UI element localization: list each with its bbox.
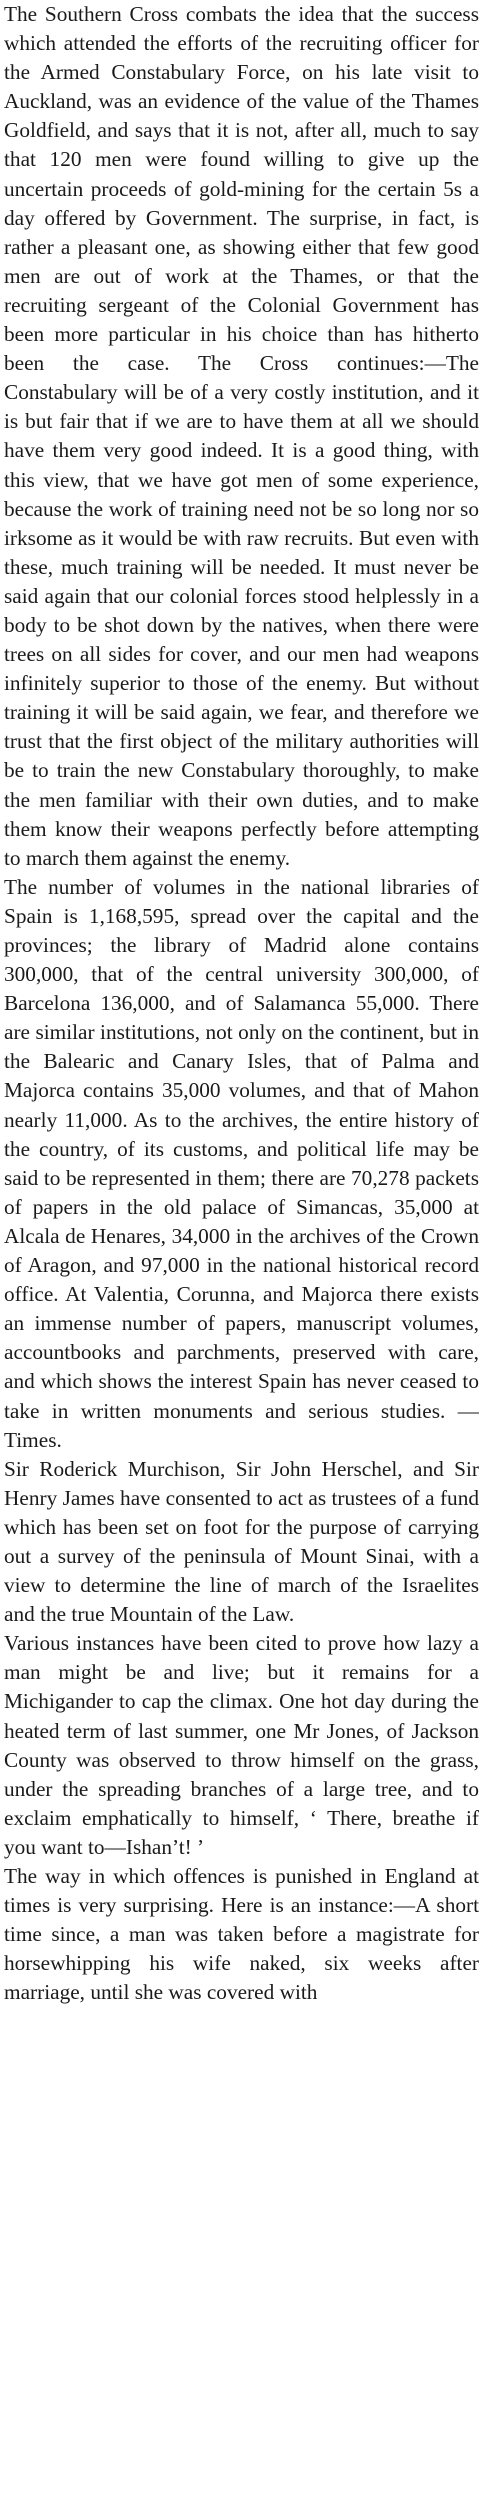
newspaper-column [4, 0, 479, 2509]
paragraph-lazy-man: Various instances have been cited to prove how lazy a man might be and live; but it remains for a Michigander to cap the climax. One hot day during the heated term of last summer, one Mr Jones, of Jackson County was observed to throw himself on the grass, under the spreading branches of a large tree, and to exclaim emphatically to himself, ‘ There, breathe if you want to—Ishan’t! ’ [4, 1631, 479, 1859]
paragraph-spain-libraries: The number of volumes in the national libraries of Spain is 1,168,595, spread over the capital and the provinces; the library of Madrid alone contains 300,000, that of the central university 300,000, of Barcelona 136,000, and of Salamanca 55,000. There are similar institutions, not only on the continent, but in the Balearic and Canary Isles, that of Palma and Majorca contains 35,000 volumes, and that of Mahon nearly 11,000. As to the archives, the entire history of the country, of its customs, and political life may be said to be represented in them; there are 70,278 packets of papers in the old palace of Simancas, 35,000 at Alcala de Henares, 34,000 in the archives of the Crown of Aragon, and 97,000 in the national historical record office. At Valentia, Corunna, and Majorca there exists an immense number of papers, manuscript volumes, accountbooks and parchments, preserved with care, and which shows the interest Spain has never ceased to take in written monuments and serious studies. —Times. [4, 874, 479, 1452]
paragraph-england-offences: The way in which offences is punished in England at times is very surprising. Here is an instance:—A short time since, a man was taken before a magistrate for horsewhipping his wife naked, six weeks after marriage, until she was covered with [4, 1864, 479, 2005]
paragraph-constabulary: The Southern Cross combats the idea that the success which attended the efforts of the recruiting officer for the Armed Constabulary Force, on his late visit to Auckland, was an evidence of the value of the Thames Goldfield, and says that it is not, after all, much to say that 120 men were found willing to give up the uncertain proceeds of gold-mining for the certain 5s a day offered by Government. The surprise, in fact, is rather a pleasant one, as showing either that few good men are out of work at the Thames, or that the recruiting sergeant of the Colonial Government has been more particular in his choice than has hitherto been the case. The Cross continues:—The Constabulary will be of a very costly institution, and it is but fair that if we are to have them at all we should have them very good indeed. It is a good thing, with this view, that we have got men of some experience, because the work of training need not be so long nor so irksome as it would be with raw recruits. But even with these, much training will be needed. It must never be said again that our colonial forces stood helplessly in a body to be shot down by the natives, when there were trees on all sides for cover, and our men had weapons infinitely superior to those of the enemy. But without training it will be said again, we fear, and therefore we trust that the first object of the military authorities will be to train the new Constabulary thoroughly, to make the men familiar with their own duties, and to make them know their weapons perfectly before attempting to march them against the enemy. [4, 2, 479, 870]
paragraph-sinai-survey: Sir Roderick Murchison, Sir John Herschel, and Sir Henry James have consented to act as trustees of a fund which has been set on foot for the purpose of carrying out a survey of the peninsula of Mount Sinai, with a view to determine the line of march of the Israelites and the true Mountain of the Law. [4, 1456, 479, 1627]
